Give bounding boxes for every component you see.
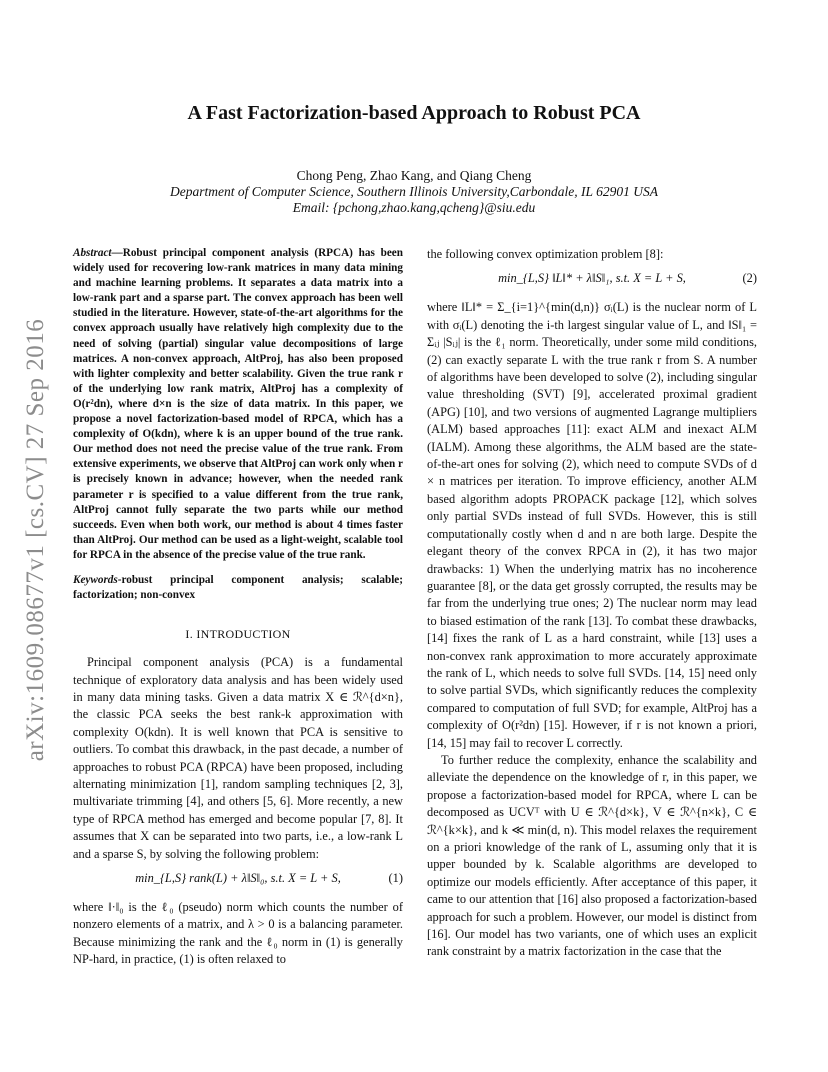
intro-paragraph-1: Principal component analysis (PCA) is a fundamental technique of exploratory data analysis and has been widely used in many data mining tasks. Given a data matrix X ∈ ℛ^{d×n}, the classic PCA seeks the best rank-k approximation with complexity O(kdn). It is well known that PCA is sensitive to outliers. To combat this drawback, in the past decade, a number of approaches to robust PCA (RPCA) have been proposed, including alternating minimization [1], random sampling techniques [2, 3], multivariate trimming [4], and others [5, 6]. More recently, a new type of RPCA method has emerged and become popular [7, 8]. It assumes that X can be separated into two parts, i.e., a low-rank L and a sparse S, by solving the following problem: [73,655,403,861]
equation-2-number: (2) [742,271,757,286]
arxiv-sidebar [10,260,62,820]
paper-authors: Chong Peng, Zhao Kang, and Qiang Cheng [296,168,532,183]
keywords [73,573,403,603]
right-paragraph-1: where ‖L‖* = Σ_{i=1}^{min(d,n)} σᵢ(L) is the nuclear norm of L with σᵢ(L) denoting the i-th largest singular value of L, and ‖S‖₁ = Σᵢⱼ |Sᵢⱼ| is the ℓ₁ norm. Theoretically, under some mild conditions, (2) can exactly separate L with the true rank r from S. A number of algorithms have been developed to solve (2), including singular value thresholding (SVT) [9], accelerated proximal gradient (APG) [10], and two versions of augmented Lagrange multipliers (ALM) based approaches [11]: exact ALM and inexact ALM (IALM). Among these algorithms, the ALM based are the state-of-the-art ones for solving (2), which need to compute SVDs of d × n matrices per iteration. To improve efficiency, another ALM based algorithm adopts PROPACK package [12], which solves only partial SVDs instead of full SVDs. However, this is still computationally costly when d and n are both large. Despite the elegant theory of the convex RPCA in (2), it has two major drawbacks: 1) When the underlying matrix has no incoherence guarantee [8], or the data get grossly corrupted, the results may be far from the underlying true ones; 2) The nuclear norm may lead to biased estimation of the rank [13]. To combat these drawbacks, [14] fixes the rank of L as a hard constraint, while [13] uses a non-convex rank approximation to more accurately approximate the rank of L, which needs to solve full SVDs. [14, 15] need only to solve partial SVDs, which significantly reduces the complexity compared to computation of full SVD; for example, AltProj has a complexity of O(r²dn) [15]. However, if r is not known a priori, [14, 15] may fail to recover L correctly. [427,300,757,750]
keywords-label: Keywords [73,573,118,586]
paper-affiliation: Department of Computer Science, Southern Illinois University,Carbondale, IL 62901 USA [170,184,658,199]
section-heading-introduction: I. INTRODUCTION [185,627,291,642]
right-lead-text: the following convex optimization problem [8]: [427,247,664,261]
left-column [73,246,403,969]
abstract-label: Abstract [73,247,112,259]
equation-1-expression: min_{L,S} rank(L) + λ‖S‖₀, s.t. X = L + S, [135,871,341,886]
abstract-text: —Robust principal component analysis (RPCA) has been widely used for recovering low-rank matrices in many data mining and machine learning problems. It separates a data matrix into a low-rank part and a sparse part. The convex approach has been well studied in the literature. However, state-of-the-art algorithms for the convex approach usually have relatively high complexity due to the need of solving (partial) singular value decompositions of large matrices. A non-convex approach, AltProj, has also been proposed with lighter complexity and better scalability. Given the true rank r of the underlying low rank matrix, AltProj has a complexity of O(r²dn), where d×n is the size of data matrix. In this paper, we propose a novel factorization-based model of RPCA, which has a complexity of O(kdn), where k is an upper bound of the true rank. Our method does not need the precise value of the true rank. From extensive experiments, we observe that AltProj can work only when r is precisely known in advance; however, when the needed rank parameter r is specified to a value different from the true rank, AltProj cannot fully separate the two parts while our method succeeds. Even when both work, our method is about 4 times faster than AltProj. Our method can be used as a light-weight, scalable tool for RPCA in the absence of the precise value of the true rank. [73,247,403,561]
paper-email: Email: {pchong,zhao.kang,qcheng}@siu.edu [292,200,536,215]
intro-paragraph-2: where ‖·‖₀ is the ℓ₀ (pseudo) norm which counts the number of nonzero elements of a matrix, and λ > 0 is a balancing parameter. Because minimizing the rank and the ℓ₀ norm in (1) is generally NP-hard, in practice, (1) is often relaxed to [73,900,403,967]
arxiv-identifier: arXiv:1609.08677v1 [cs.CV] 27 Sep 2016 [22,318,49,762]
equation-1-number: (1) [388,871,403,886]
equation-2 [427,263,757,299]
abstract [73,246,403,563]
paper-title: A Fast Factorization-based Approach to Robust PCA [187,102,641,124]
equation-2-expression: min_{L,S} ‖L‖* + λ‖S‖₁, s.t. X = L + S, [498,271,686,286]
right-column [427,246,757,961]
equation-1 [73,863,403,899]
right-paragraph-2: To further reduce the complexity, enhance the scalability and alleviate the dependence on the knowledge of r, in this paper, we propose a factorization-based model for RPCA, where L can be decomposed as UCVᵀ with U ∈ ℛ^{d×k}, V ∈ ℛ^{n×k}, C ∈ ℛ^{k×k}, and k ≪ min(d, n). This model relaxes the requirement on a priori knowledge of the rank of L, assuming only that it is upper bounded by k. Scalable algorithms are developed to optimize our models efficiently. After acceptance of this paper, it came to our attention that [16] also proposed a factorization-based approach for such a problem. However, our model is distinct from [16]. Our model has two variants, one of which uses an explicit rank constraint by a matrix factorization in the case that the [427,752,757,959]
keywords-text: -robust principal component analysis; scalable; factorization; non-convex [73,573,403,602]
